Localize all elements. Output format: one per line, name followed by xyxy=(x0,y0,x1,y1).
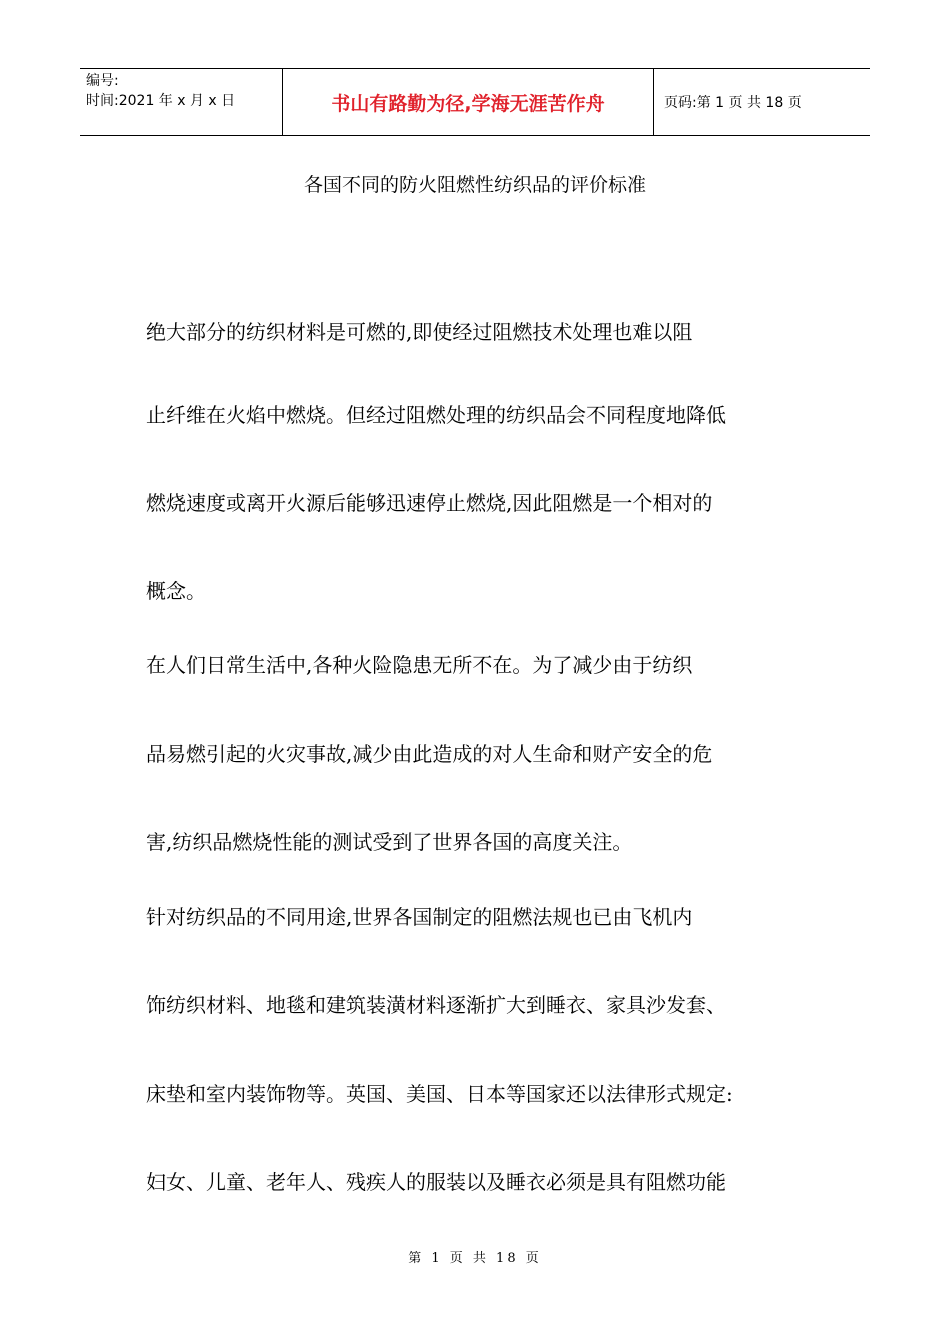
page-footer: 第 1 页 共 18 页 xyxy=(408,1251,542,1266)
body-line: 止纤维在火焰中燃烧。但经过阻燃处理的纺织品会不同程度地降低 xyxy=(146,403,726,427)
document-title: 各国不同的防火阻燃性纺织品的评价标准 xyxy=(303,174,646,196)
body-line: 品易燃引起的火灾事故,减少由此造成的对人生命和财产安全的危 xyxy=(146,742,713,766)
number-label: 编号: xyxy=(86,73,119,89)
body-line: 针对纺织品的不同用途,世界各国制定的阻燃法规也已由飞机内 xyxy=(146,905,693,929)
header-left-cell xyxy=(80,69,282,135)
page-info: 页码:第 1 页 共 18 页 xyxy=(664,95,802,111)
body-line: 概念。 xyxy=(146,579,206,603)
body-line: 饰纺织材料、地毯和建筑装潢材料逐渐扩大到睡衣、家具沙发套、 xyxy=(146,993,726,1017)
motto-text: 书山有路勤为径,学海无涯苦作舟 xyxy=(282,69,654,135)
body-line: 害,纺织品燃烧性能的测试受到了世界各国的高度关注。 xyxy=(146,830,633,854)
body-line: 绝大部分的纺织材料是可燃的,即使经过阻燃技术处理也难以阻 xyxy=(146,320,693,344)
body-line: 床垫和室内装饰物等。英国、美国、日本等国家还以法律形式规定: xyxy=(146,1082,733,1106)
date-label: 时间:2021 年 x 月 x 日 xyxy=(86,93,236,109)
body-line: 妇女、儿童、老年人、残疾人的服装以及睡衣必须是具有阻燃功能 xyxy=(146,1170,726,1194)
body-line: 燃烧速度或离开火源后能够迅速停止燃烧,因此阻燃是一个相对的 xyxy=(146,491,713,515)
page-header xyxy=(80,68,870,136)
body-line: 在人们日常生活中,各种火险隐患无所不在。为了减少由于纺织 xyxy=(146,653,693,677)
